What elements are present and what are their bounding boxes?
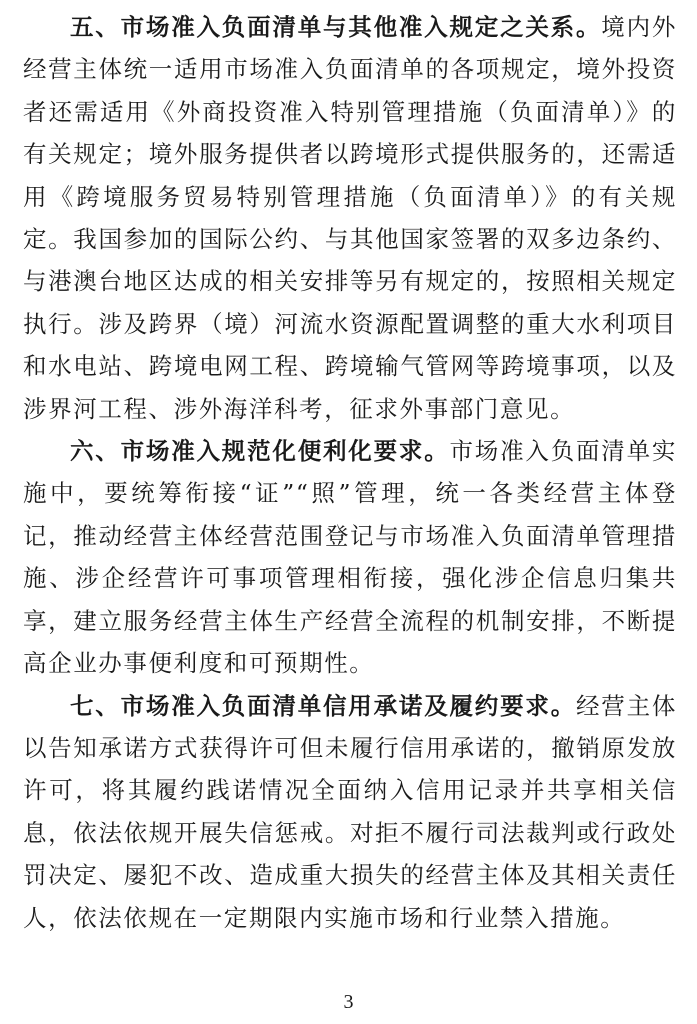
- section-6-paragraph: [23, 430, 677, 684]
- section-5-body: 境内外经营主体统一适用市场准入负面清单的各项规定，境外投资者还需适用《外商投资准入特别管理措施（负面清单）》的有关规定；境外服务提供者以跨境形式提供服务的，还需适用《跨境服务贸易特别管理措施（负面清单）》的有关规定。我国参加的国际公约、与其他国家签署的双多边条约、与港澳台地区达成的相关安排等另有规定的，按照相关规定执行。涉及跨界（境）河流水资源配置调整的重大水利项目和水电站、跨境电网工程、跨境输气管网等跨境事项，以及涉界河工程、涉外海洋科考，征求外事部门意见。: [23, 13, 677, 423]
- section-7-body: 经营主体以告知承诺方式获得许可但未履行信用承诺的，撤销原发放许可，将其履约践诺情况全面纳入信用记录并共享相关信息，依法依规开展失信惩戒。对拒不履行司法裁判或行政处罚决定、屡犯不改、造成重大损失的经营主体及其相关责任人，依法依规在一定期限内实施市场和行业禁入措施。: [23, 691, 677, 932]
- section-6-heading: 六、市场准入规范化便利化要求。: [70, 437, 450, 466]
- section-7-paragraph: [23, 685, 677, 939]
- page-number: 3: [343, 991, 354, 1013]
- section-7-heading: 七、市场准入负面清单信用承诺及履约要求。: [70, 691, 576, 720]
- section-6-body: 市场准入负面清单实施中，要统筹衔接“证”“照”管理，统一各类经营主体登记，推动经营主体经营范围登记与市场准入负面清单管理措施、涉企经营许可事项管理相衔接，强化涉企信息归集共享，建立服务经营主体生产经营全流程的机制安排，不断提高企业办事便利度和可预期性。: [23, 437, 677, 678]
- section-5-paragraph: [23, 6, 677, 430]
- section-5-heading: 五、市场准入负面清单与其他准入规定之关系。: [70, 13, 602, 41]
